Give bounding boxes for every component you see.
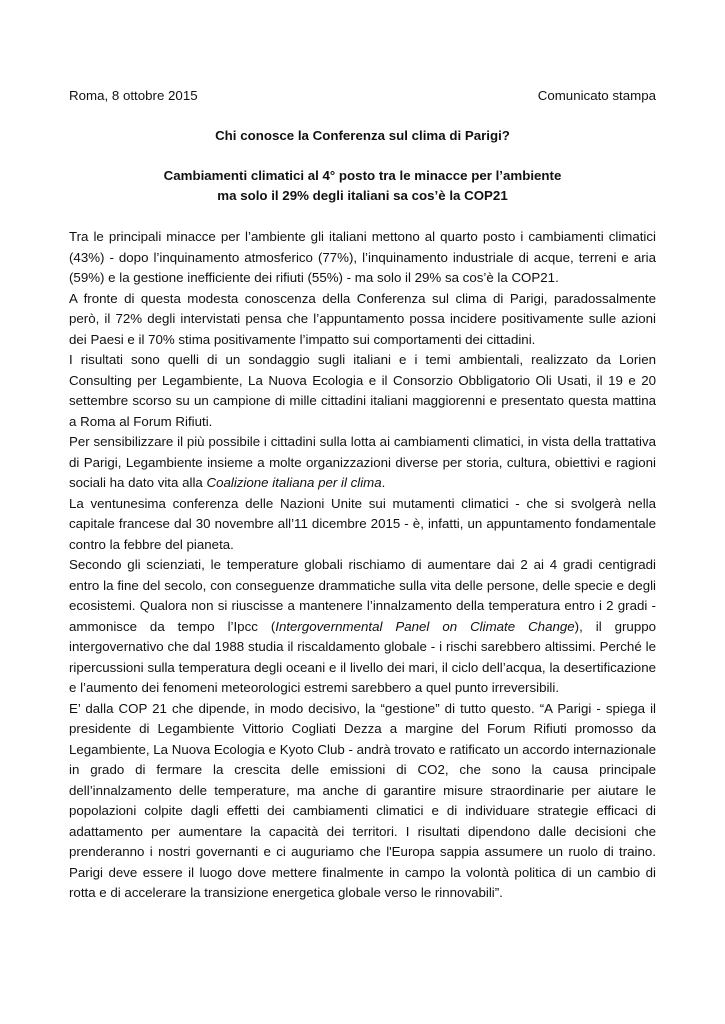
paragraph-3: I risultati sono quelli di un sondaggio sugli italiani e i temi ambientali, realizzato da Lorien Consulting per Legambiente, La Nuova Ecologia e il Consorzio Obbligatorio Oli Usati, il 19 e 20 settembre scorso su un campione di mille cittadini italiani maggiorenni e presentato questa mattina a Roma al Forum Rifiuti.: [69, 352, 656, 429]
paragraph-4: [69, 432, 656, 494]
paragraph-4-end: .: [381, 475, 386, 490]
subtitle-line-2: ma solo il 29% degli italiani sa cos’è la COP21: [217, 188, 508, 203]
paragraph-6-rest: ), il gruppo intergovernativo che dal 1988 studia il riscaldamento globale - i rischi sarebbero altissimi. Perché le ripercussioni sulla temperatura degli oceani e il livello dei mari, il ciclo dell’acqua, la desertificazione e l’aumento dei fenomeni meteorologici estremi sarebbero a quel punto irreversibili.: [69, 618, 657, 695]
body-text: [69, 227, 656, 904]
subtitle-line-1: Cambiamenti climatici al 4° posto tra le minacce per l’ambiente: [163, 168, 562, 183]
press-release-page: [69, 86, 656, 904]
page-title: Chi conosce la Conferenza sul clima di Parigi?: [215, 128, 510, 143]
ipcc-full-name: Intergovernmental Panel on Climate Change: [275, 618, 575, 634]
paragraph-6-text: Secondo gli scienziati, le temperature globali rischiamo di aumentare dai 2 ai 4 gradi centigradi entro la fine del secolo, con conseguenze drammatiche sulla vita delle persone, delle specie e degli ecosistemi. Qualora non si riuscisse a mantenere l’innalzamento della temperatura entro i 2 gradi - ammonisce da tempo l’Ipcc (: [69, 557, 656, 634]
paragraph-5: La ventunesima conferenza delle Nazioni Unite sui mutamenti climatici - che si svolgerà nella capitale francese dal 30 novembre all’11 dicembre 2015 - è, infatti, un appuntamento fondamentale contro la febbre del pianeta.: [69, 495, 656, 552]
header-row: [69, 86, 656, 106]
paragraph-6: [69, 555, 656, 699]
coalition-name: Coalizione italiana per il clima: [206, 475, 382, 490]
subtitle: [69, 166, 656, 206]
paragraph-2: A fronte di questa modesta conoscenza della Conferenza sul clima di Parigi, paradossalmente però, il 72% degli intervistati pensa che l’appuntamento possa incidere positivamente sulle azioni dei Paesi e il 70% stima positivamente l’impatto sui comportamenti dei cittadini.: [69, 290, 656, 347]
paragraph-7: E’ dalla COP 21 che dipende, in modo decisivo, la “gestione” di tutto questo. “A Parigi - spiega il presidente di Legambiente Vittorio Cogliati Dezza a margine del Forum Rifiuti promosso da Legambiente, La Nuova Ecologia e Kyoto Club - andrà trovato e ratificato un accordo internazionale in grado di fermare la crescita delle emissioni di CO2, che sono la causa principale dell’innalzamento delle temperature, ma anche di garantire misure straordinarie per aiutare le popolazioni colpite dagli effetti dei cambiamenti climatici e di individuare strategie efficaci di adattamento per aumentare la capacità dei territori. I risultati dipendono dalle decisioni che prenderanno i nostri governanti e ci auguriamo che l'Europa sappia assumere un ruolo di traino. Parigi deve essere il luogo dove mettere finalmente in campo la volontà politica di un cambio di rotta e di accelerare la transizione energetica globale verso le rinnovabili”.: [69, 700, 656, 900]
place-date: Roma, 8 ottobre 2015: [69, 88, 198, 103]
paragraph-1: Tra le principali minacce per l’ambiente gli italiani mettono al quarto posto i cambiamenti climatici (43%) - dopo l’inquinamento atmosferico (77%), l’inquinamento industriale di acque, terreni e aria (59%) e la gestione inefficiente dei rifiuti (55%) - ma solo il 29% sa cos’è la COP21.: [69, 229, 656, 285]
document-type: Comunicato stampa: [537, 88, 656, 103]
paragraph-4-text: Per sensibilizzare il più possibile i cittadini sulla lotta ai cambiamenti climatici, in vista della trattativa di Parigi, Legambiente insieme a molte organizzazioni diverse per storia, cultura, obiettivi e ragioni sociali ha dato vita alla: [69, 434, 656, 490]
